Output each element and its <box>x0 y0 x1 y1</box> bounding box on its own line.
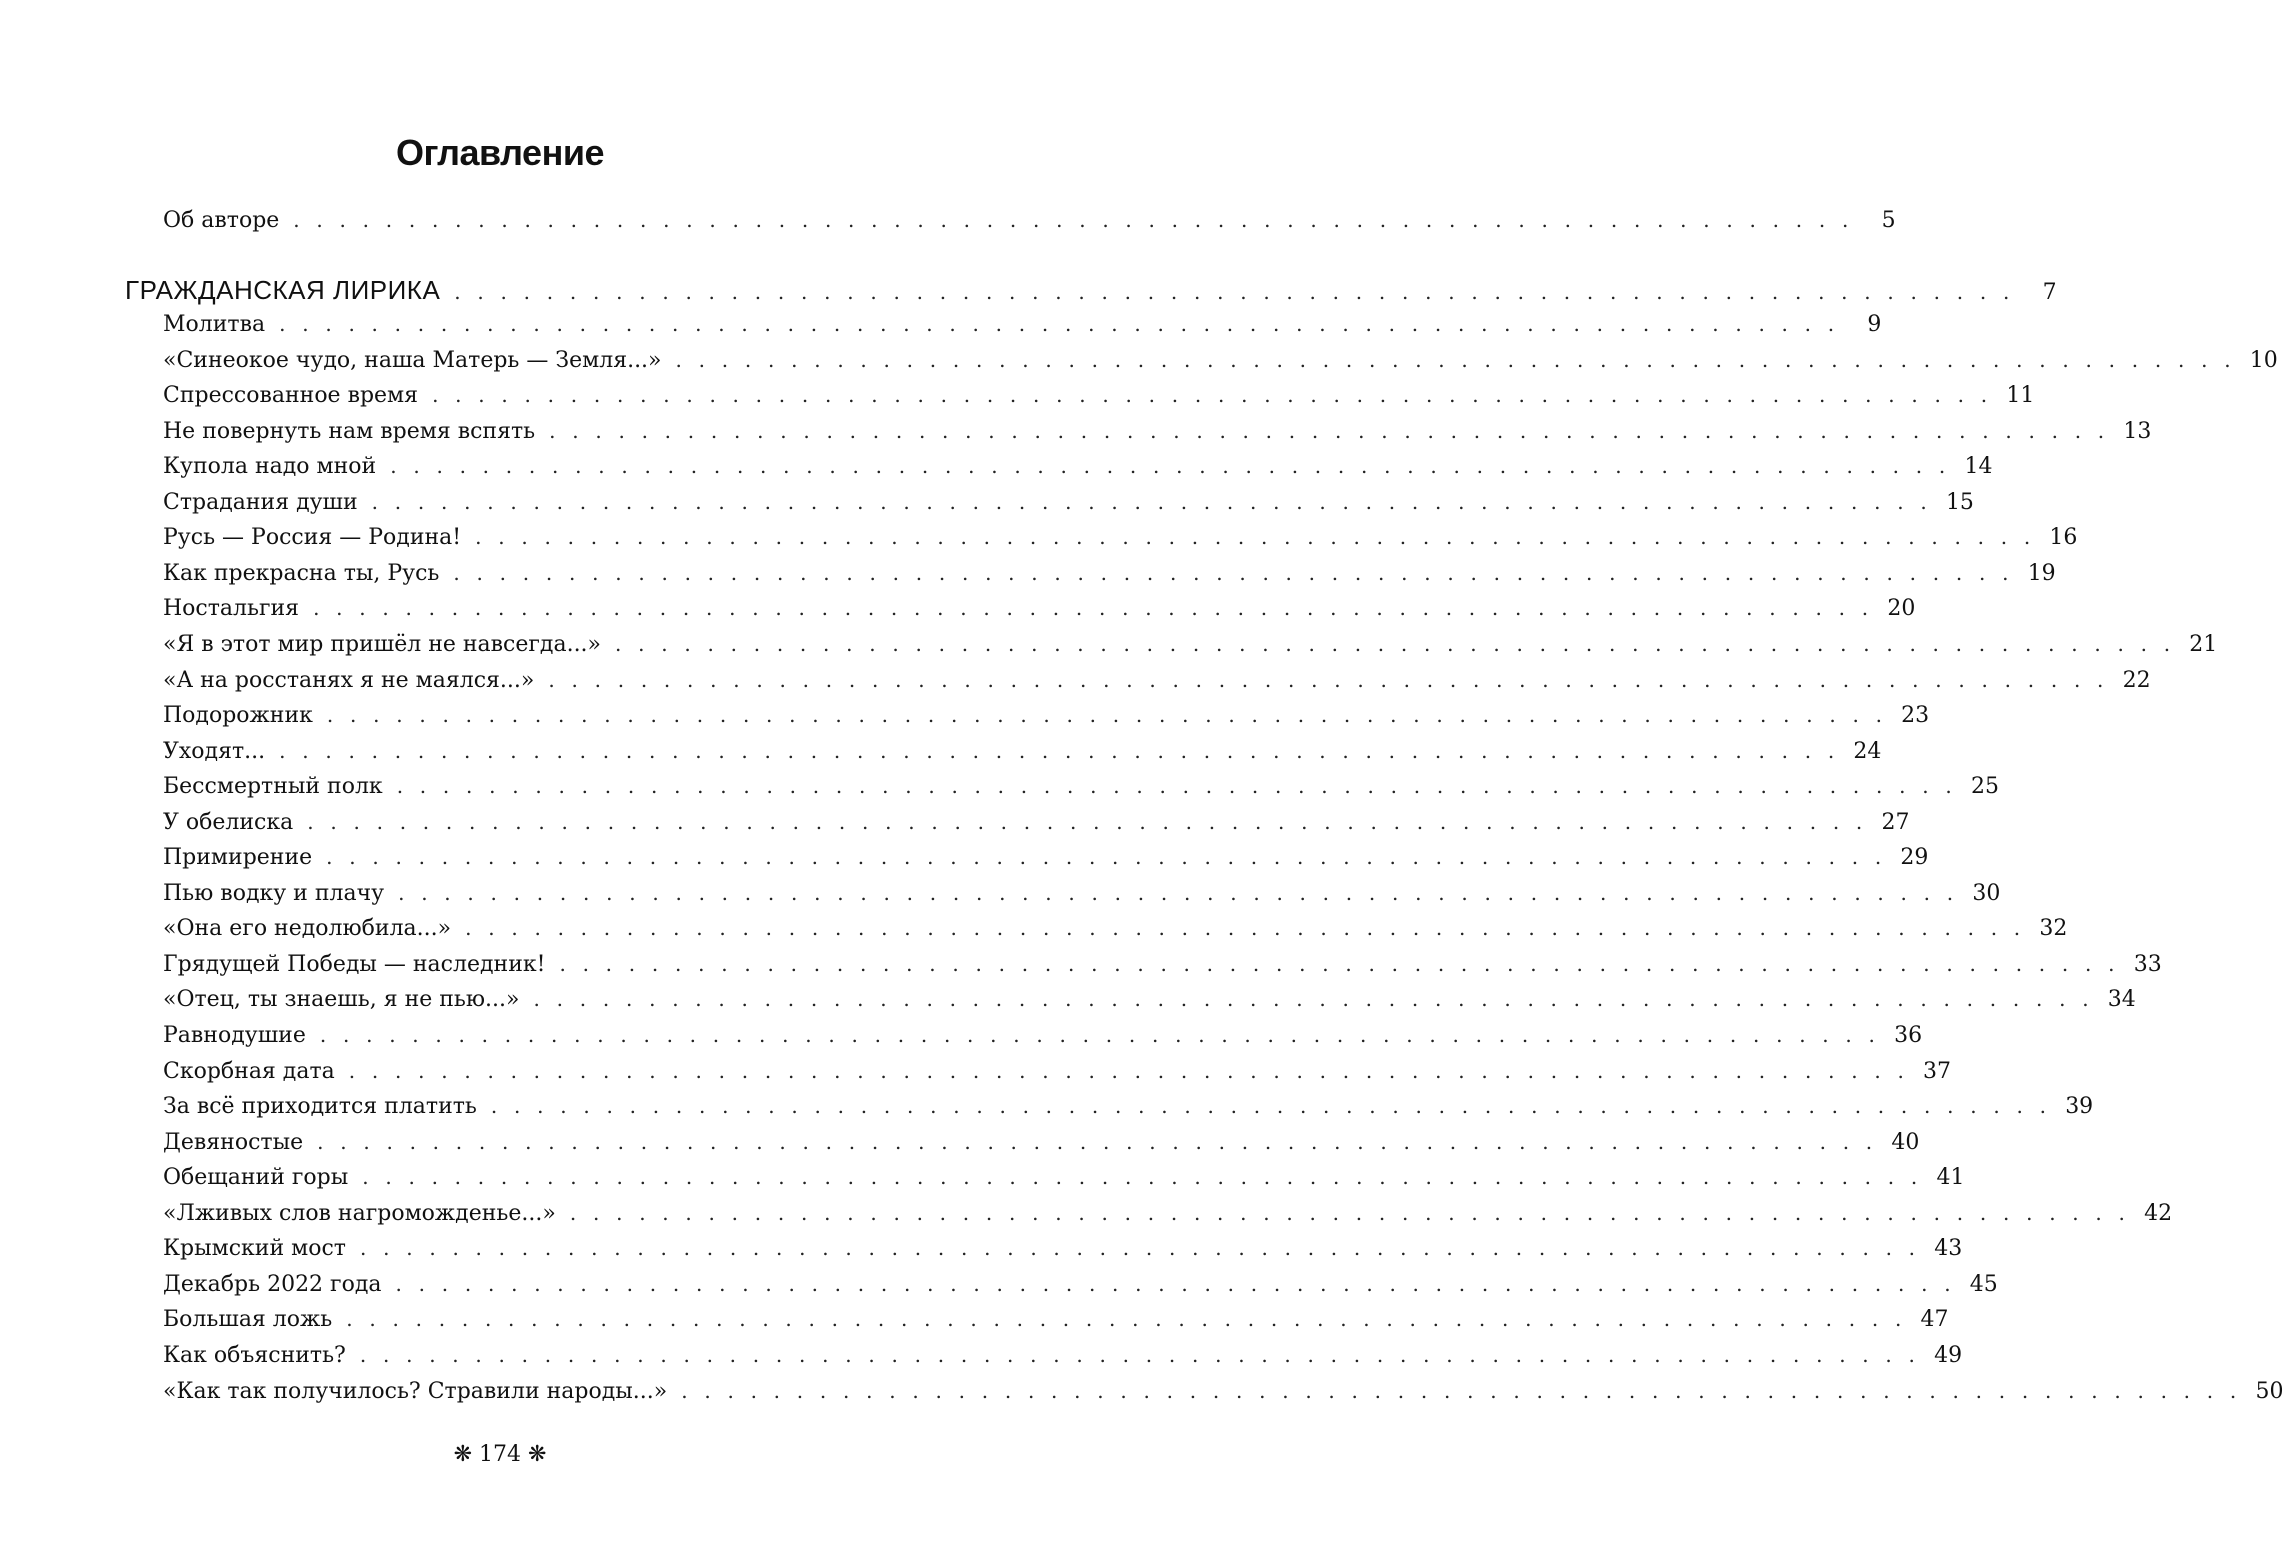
toc-title: Обещаний горы <box>163 1165 349 1191</box>
toc-page-number: 7 <box>2042 280 2057 305</box>
toc-title: Примирение <box>163 845 313 871</box>
toc-leader-dots: . . . . . . . . . . . . . . . . . . . . . . . . . . . . . . . . . . . . . . . . . . . . . . . . . . . . . . . . . . . . . . . . . . . . <box>533 987 2094 1012</box>
toc-page-number: 13 <box>2123 418 2152 444</box>
toc-leader-dots: . . . . . . . . . . . . . . . . . . . . . . . . . . . . . . . . . . . . . . . . . . . . . . . . . . . . . . . . . . . . . . . . . . . . <box>359 1342 1921 1367</box>
toc-page-number: 40 <box>1891 1129 1920 1155</box>
toc-title: Крымский мост <box>163 1236 346 1262</box>
toc-page-number: 15 <box>1945 489 1974 515</box>
toc-page-number: 49 <box>1934 1342 1963 1368</box>
toc-title: «Я в этот мир пришёл не навсегда...» <box>163 631 602 657</box>
toc-title: У обелиска <box>163 809 294 835</box>
toc-title: За всё приходится платить <box>163 1094 477 1120</box>
toc-section-row <box>125 275 2057 309</box>
toc-page-number: 20 <box>1887 596 1916 622</box>
toc-title: Не повернуть нам время вспять <box>163 418 536 444</box>
toc-title: Как объяснить? <box>163 1342 346 1368</box>
toc-title: Большая ложь <box>163 1307 333 1333</box>
toc-title: Как прекрасна ты, Русь <box>163 560 440 586</box>
page-title: Оглавление <box>396 132 604 173</box>
toc-page-number: 21 <box>2189 631 2218 657</box>
toc-title: «Отец, ты знаешь, я не пью...» <box>163 987 520 1013</box>
toc-page-number: 41 <box>1936 1165 1965 1191</box>
toc-title: Спрессованное время <box>163 383 419 409</box>
toc-page-number: 37 <box>1923 1058 1952 1084</box>
toc-row <box>163 1023 1923 1057</box>
toc-page-number: 19 <box>2027 560 2056 586</box>
toc-page-number: 50 <box>2255 1378 2283 1404</box>
page-number: 174 <box>479 1442 521 1467</box>
toc-row <box>163 738 1882 773</box>
ornament-right-icon: ❋ <box>528 1442 547 1467</box>
toc-row <box>163 987 2136 1021</box>
toc-row <box>163 312 1882 346</box>
toc-page-number: 45 <box>1969 1271 1998 1297</box>
toc-title: Купола надо мной <box>163 454 377 480</box>
toc-leader-dots: . . . . . . . . . . . . . . . . . . . . . . . . . . . . . . . . . . . . . . . . . . . . . . . . . . . . . . . . . . . . . . . . . . . . <box>317 1129 1878 1154</box>
toc-leader-dots: . . . . . . . . . . . . . . . . . . . . . . . . . . . . . . . . . . . . . . . . . . . . . . . . . . . . . . . . . . . . . . . . . . . . <box>569 1200 2131 1225</box>
toc-row <box>163 845 1929 879</box>
toc-title: Об авторе <box>163 208 280 233</box>
toc-page-number: 39 <box>2065 1094 2094 1120</box>
toc-title: Русь — Россия — Родина! <box>163 525 462 551</box>
toc-page-number: 32 <box>2039 916 2068 942</box>
toc-page-number: 23 <box>1901 703 1930 729</box>
toc-leader-dots: . . . . . . . . . . . . . . . . . . . . . . . . . . . . . . . . . . . . . . . . . . . . . . . . . . . . . . . . . . . . . . . . . . . . <box>454 280 2015 304</box>
toc-row <box>163 1058 1952 1093</box>
toc-leader-dots: . . . . . . . . . . . . . . . . . . . . . . . . . . . . . . . . . . . . . . . . . . . . . . . . . . . . . . . . . . . . . . . . . . . . <box>615 631 2176 656</box>
toc-leader-dots: . . . . . . . . . . . . . . . . . . . . . . . . . . . . . . . . . . . . . . . . . . . . . . . . . . . . . . . . . . . . . . . . . . . . <box>396 774 1957 799</box>
toc-title: Пью водку и плачу <box>163 880 385 906</box>
toc-title: «А на росстанях я не маялся...» <box>163 667 535 693</box>
page-number-footer <box>0 1442 1000 1467</box>
toc-leader-dots: . . . . . . . . . . . . . . . . . . . . . . . . . . . . . . . . . . . . . . . . . . . . . . . . . . . . . . . . . . . . . . . . . . . . <box>326 845 1887 870</box>
toc-title: «Она его недолюбила...» <box>163 916 452 942</box>
toc-row <box>163 560 2056 595</box>
toc-title: «Синеокое чудо, наша Матерь — Земля...» <box>163 347 662 373</box>
toc-page-number: 29 <box>1900 845 1929 871</box>
toc-title: «Как так получилось? Стравили народы...» <box>163 1378 668 1404</box>
toc-leader-dots: . . . . . . . . . . . . . . . . . . . . . . . . . . . . . . . . . . . . . . . . . . . . . . . . . . . . . . . . . . . . . . . . . . . . <box>319 1023 1881 1047</box>
toc-leader-dots: . . . . . . . . . . . . . . . . . . . . . . . . . . . . . . . . . . . . . . . . . . . . . . . . . . . . . . . . . . . . . . . . . . . . <box>675 347 2236 372</box>
toc-leader-dots: . . . . . . . . . . . . . . . . . . . . . . . . . . . . . . . . . . . . . . . . . . . . . . . . . . . . . . . . . . . . . . . . . . . . <box>348 1058 1910 1083</box>
toc-title: Ностальгия <box>163 596 300 622</box>
toc-title: Страдания души <box>163 489 358 515</box>
toc-title: Скорбная дата <box>163 1058 335 1084</box>
toc-row <box>163 454 1993 488</box>
toc-row <box>163 489 1974 524</box>
toc-title: Грядущей Победы — наследник! <box>163 951 546 977</box>
toc-row <box>163 809 1910 844</box>
toc-row <box>163 347 2278 382</box>
toc-leader-dots: . . . . . . . . . . . . . . . . . . . . . . . . . . . . . . . . . . . . . . . . . . . . . . . . . . . . . . . . . . . . . . . . . . . . <box>549 418 2110 443</box>
toc-page-number: 24 <box>1853 738 1882 764</box>
toc-leader-dots: . . . . . . . . . . . . . . . . . . . . . . . . . . . . . . . . . . . . . . . . . . . . . . . . . . . . . . . . . . . . . . . . . . . . <box>465 916 2026 941</box>
toc-row <box>163 1200 2173 1235</box>
toc-row <box>163 1236 1963 1270</box>
toc-leader-dots: . . . . . . . . . . . . . . . . . . . . . . . . . . . . . . . . . . . . . . . . . . . . . . . . . . . . . . . . . . . . . . . . . . . . <box>346 1307 1907 1332</box>
toc-row <box>163 667 2151 702</box>
toc-row <box>163 951 2162 986</box>
toc-row <box>163 1271 1998 1306</box>
toc-row <box>163 1094 2094 1128</box>
toc-page-number: 42 <box>2144 1200 2173 1226</box>
toc-leader-dots: . . . . . . . . . . . . . . . . . . . . . . . . . . . . . . . . . . . . . . . . . . . . . . . . . . . . . . . . . . . . . . . . . . . . <box>279 738 1840 763</box>
toc-page-number: 16 <box>2049 525 2078 551</box>
toc-leader-dots: . . . . . . . . . . . . . . . . . . . . . . . . . . . . . . . . . . . . . . . . . . . . . . . . . . . . . . . . . . . . . . . . . . . . <box>390 454 1951 479</box>
toc-page-number: 22 <box>2122 667 2151 693</box>
toc-leader-dots: . . . . . . . . . . . . . . . . . . . . . . . . . . . . . . . . . . . . . . . . . . . . . . . . . . . . . . . . . . . . . . . . . . . . <box>548 667 2109 692</box>
toc-title: Равнодушие <box>163 1023 306 1048</box>
toc-title: «Лживых слов нагроможденье...» <box>163 1200 556 1226</box>
toc-leader-dots: . . . . . . . . . . . . . . . . . . . . . . . . . . . . . . . . . . . . . . . . . . . . . . . . . . . . . . . . . . . . . . . . . . . . <box>371 489 1932 514</box>
toc-row <box>163 1378 2283 1413</box>
toc-title: Девяностые <box>163 1129 304 1155</box>
toc-row <box>163 525 2078 559</box>
toc-leader-dots: . . . . . . . . . . . . . . . . . . . . . . . . . . . . . . . . . . . . . . . . . . . . . . . . . . . . . . . . . . . . . . . . . . . . <box>475 525 2036 550</box>
toc-page-number: 34 <box>2107 987 2136 1013</box>
toc-row <box>163 596 1916 630</box>
toc-page-number: 47 <box>1920 1307 1949 1333</box>
toc-title: Подорожник <box>163 703 313 729</box>
toc-page-number: 5 <box>1881 208 1896 233</box>
toc-page-number: 27 <box>1881 809 1910 835</box>
toc-leader-dots: . . . . . . . . . . . . . . . . . . . . . . . . . . . . . . . . . . . . . . . . . . . . . . . . . . . . . . . . . . . . . . . . . . . . <box>313 596 1874 621</box>
toc-leader-dots: . . . . . . . . . . . . . . . . . . . . . . . . . . . . . . . . . . . . . . . . . . . . . . . . . . . . . . . . . . . . . . . . . . . . <box>395 1271 1956 1296</box>
toc-leader-dots: . . . . . . . . . . . . . . . . . . . . . . . . . . . . . . . . . . . . . . . . . . . . . . . . . . . . . . . . . . . . . . . . . . . . <box>398 880 1959 905</box>
toc-leader-dots: . . . . . . . . . . . . . . . . . . . . . . . . . . . . . . . . . . . . . . . . . . . . . . . . . . . . . . . . . . . . . . . . . . . . <box>559 951 2120 976</box>
toc-row <box>163 383 2035 417</box>
toc-page-number: 43 <box>1934 1236 1963 1262</box>
toc-row <box>163 418 2152 453</box>
toc-leader-dots: . . . . . . . . . . . . . . . . . . . . . . . . . . . . . . . . . . . . . . . . . . . . . . . . . . . . . . . . . . . . . . . . . . . . <box>453 560 2014 585</box>
toc-page-number: 30 <box>1972 880 2001 906</box>
toc-page-number: 14 <box>1964 454 1993 480</box>
toc-page-number: 36 <box>1894 1023 1923 1048</box>
toc-row <box>163 880 2001 915</box>
toc-leader-dots: . . . . . . . . . . . . . . . . . . . . . . . . . . . . . . . . . . . . . . . . . . . . . . . . . . . . . . . . . . . . . . . . . . . . <box>432 383 1993 408</box>
toc-page-number: 9 <box>1867 312 1882 337</box>
ornament-left-icon: ❋ <box>453 1442 472 1467</box>
toc-row <box>163 1342 1963 1377</box>
toc-title: Бессмертный полк <box>163 774 383 800</box>
toc-row <box>163 208 1896 242</box>
toc-row <box>163 1165 1965 1199</box>
toc-title: Молитва <box>163 312 266 337</box>
toc-page-number: 25 <box>1970 774 1999 800</box>
toc-leader-dots: . . . . . . . . . . . . . . . . . . . . . . . . . . . . . . . . . . . . . . . . . . . . . . . . . . . . . . . . . . . . . . . . . . . . <box>359 1236 1921 1261</box>
toc-leader-dots: . . . . . . . . . . . . . . . . . . . . . . . . . . . . . . . . . . . . . . . . . . . . . . . . . . . . . . . . . . . . . . . . . . . . <box>326 703 1888 728</box>
toc-leader-dots: . . . . . . . . . . . . . . . . . . . . . . . . . . . . . . . . . . . . . . . . . . . . . . . . . . . . . . . . . . . . . . . . . . . . <box>362 1165 1923 1190</box>
toc-page-number: 10 <box>2249 347 2278 373</box>
toc-title: Уходят... <box>163 738 266 764</box>
toc-title: Декабрь 2022 года <box>163 1271 382 1297</box>
toc-leader-dots: . . . . . . . . . . . . . . . . . . . . . . . . . . . . . . . . . . . . . . . . . . . . . . . . . . . . . . . . . . . . . . . . . . . . <box>307 809 1868 834</box>
toc-row <box>163 774 1999 808</box>
toc-leader-dots: . . . . . . . . . . . . . . . . . . . . . . . . . . . . . . . . . . . . . . . . . . . . . . . . . . . . . . . . . . . . . . . . . . . . <box>279 312 1840 336</box>
toc-row <box>163 1129 1920 1164</box>
toc-page-number: 33 <box>2133 951 2162 977</box>
toc-row <box>163 1307 1949 1341</box>
toc-leader-dots: . . . . . . . . . . . . . . . . . . . . . . . . . . . . . . . . . . . . . . . . . . . . . . . . . . . . . . . . . . . . . . . . . . . . <box>490 1094 2052 1119</box>
toc-leader-dots: . . . . . . . . . . . . . . . . . . . . . . . . . . . . . . . . . . . . . . . . . . . . . . . . . . . . . . . . . . . . . . . . . . . . <box>681 1378 2242 1403</box>
toc-leader-dots: . . . . . . . . . . . . . . . . . . . . . . . . . . . . . . . . . . . . . . . . . . . . . . . . . . . . . . . . . . . . . . . . . . . . <box>293 208 1854 232</box>
toc-page-number: 11 <box>2006 383 2035 409</box>
toc-row <box>163 631 2218 666</box>
toc-row <box>163 916 2068 950</box>
toc-row <box>163 703 1930 737</box>
toc-title: ГРАЖДАНСКАЯ ЛИРИКА <box>125 275 441 305</box>
